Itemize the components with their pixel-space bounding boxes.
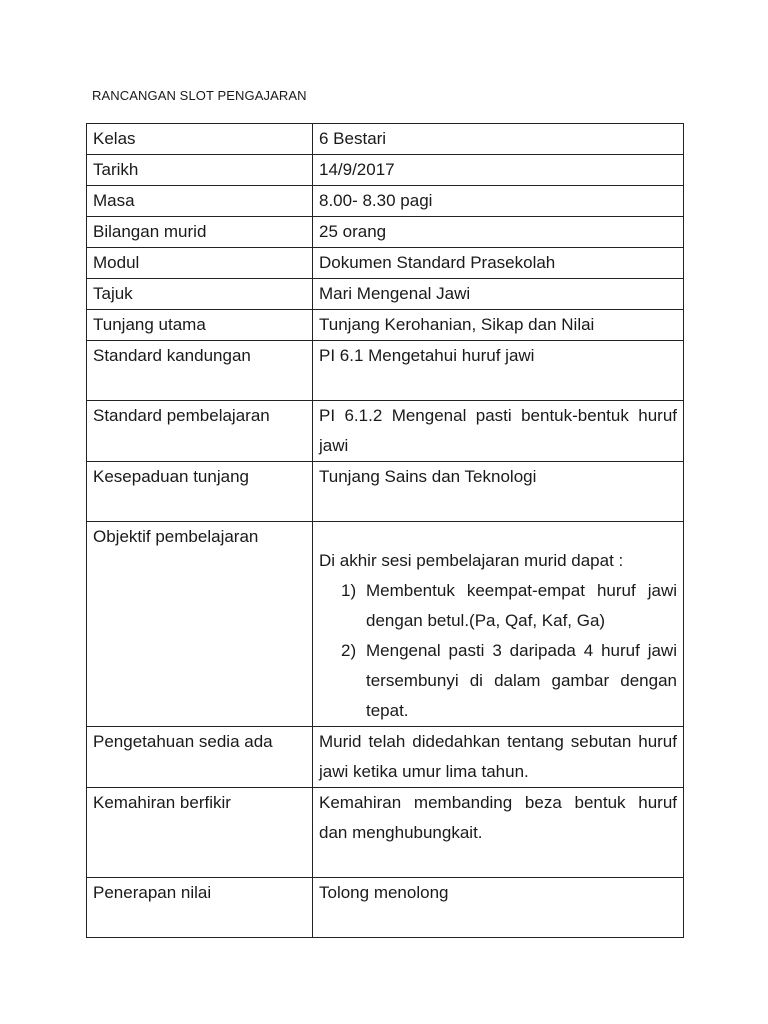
- list-item-number: 1): [341, 581, 357, 600]
- table-row: [87, 341, 684, 401]
- row-label: Kelas: [87, 124, 313, 155]
- row-label: Pengetahuan sedia ada: [87, 727, 313, 788]
- objectives-cell: [313, 522, 684, 727]
- row-label: Tajuk: [87, 279, 313, 310]
- table-row: [87, 788, 684, 878]
- list-item-text: Mengenal pasti 3 daripada 4 huruf jawi tersembunyi di dalam gambar dengan tepat.: [366, 641, 677, 720]
- row-value: PI 6.1.2 Mengenal pasti bentuk-bentuk huruf jawi: [313, 401, 684, 462]
- document-title: RANCANGAN SLOT PENGAJARAN: [92, 88, 307, 103]
- table-row: [87, 310, 684, 341]
- row-value: Tunjang Sains dan Teknologi: [313, 462, 684, 522]
- objectives-list: [319, 576, 677, 726]
- row-label: Standard kandungan: [87, 341, 313, 401]
- row-value: Murid telah didedahkan tentang sebutan huruf jawi ketika umur lima tahun.: [313, 727, 684, 788]
- table-row: [87, 401, 684, 462]
- row-label: Kemahiran berfikir: [87, 788, 313, 878]
- table-row: [87, 727, 684, 788]
- list-item: [341, 576, 677, 636]
- table-row: [87, 462, 684, 522]
- table-row: [87, 155, 684, 186]
- row-label: Objektif pembelajaran: [87, 522, 313, 727]
- table-row: [87, 522, 684, 727]
- row-value: PI 6.1 Mengetahui huruf jawi: [313, 341, 684, 401]
- row-value: Mari Mengenal Jawi: [313, 279, 684, 310]
- row-value: Kemahiran membanding beza bentuk huruf dan menghubungkait.: [313, 788, 684, 878]
- row-label: Modul: [87, 248, 313, 279]
- lesson-plan-table: [86, 123, 684, 938]
- table-row: [87, 217, 684, 248]
- list-item: [341, 636, 677, 726]
- row-label: Tunjang utama: [87, 310, 313, 341]
- row-value: Tolong menolong: [313, 878, 684, 938]
- table-row: [87, 279, 684, 310]
- row-value: 6 Bestari: [313, 124, 684, 155]
- row-label: Bilangan murid: [87, 217, 313, 248]
- objectives-intro: Di akhir sesi pembelajaran murid dapat :: [319, 551, 624, 570]
- row-label: Standard pembelajaran: [87, 401, 313, 462]
- row-value: Tunjang Kerohanian, Sikap dan Nilai: [313, 310, 684, 341]
- row-label: Masa: [87, 186, 313, 217]
- row-value: 25 orang: [313, 217, 684, 248]
- row-value: 8.00- 8.30 pagi: [313, 186, 684, 217]
- list-item-number: 2): [341, 641, 357, 660]
- row-label: Penerapan nilai: [87, 878, 313, 938]
- row-label: Tarikh: [87, 155, 313, 186]
- row-value: 14/9/2017: [313, 155, 684, 186]
- table-row: [87, 878, 684, 938]
- table-row: [87, 186, 684, 217]
- list-item-text: Membentuk keempat-empat huruf jawi dengan betul.(Pa, Qaf, Kaf, Ga): [366, 581, 677, 630]
- table-row: [87, 248, 684, 279]
- row-value: Dokumen Standard Prasekolah: [313, 248, 684, 279]
- table-row: [87, 124, 684, 155]
- row-label: Kesepaduan tunjang: [87, 462, 313, 522]
